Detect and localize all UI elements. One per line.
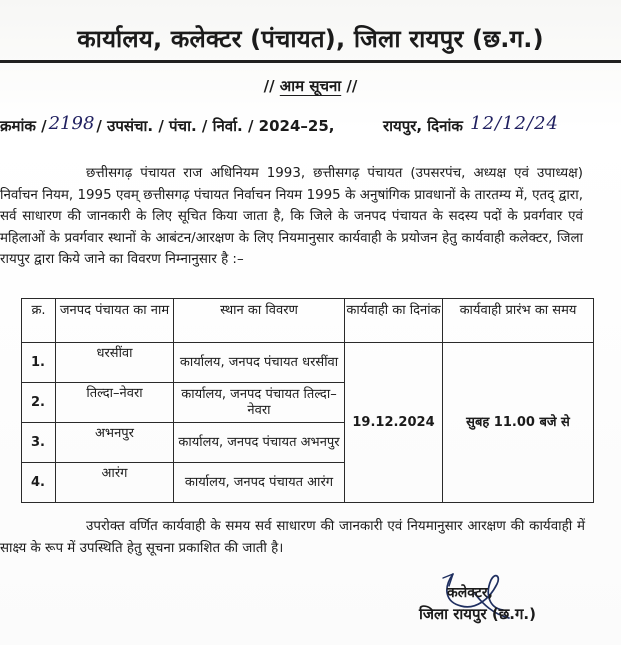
handwritten-reference-number: 2198 <box>48 113 95 134</box>
row-serial: 4. <box>22 463 56 503</box>
row-place: कार्यालय, जनपद पंचायत तिल्दा–नेवरा <box>174 383 345 423</box>
shared-time-cell: सुबह 11.00 बजे से <box>443 343 594 503</box>
notice-heading <box>0 76 621 96</box>
place-date-prefix: रायपुर, दिनांक <box>383 117 463 135</box>
header-divider <box>0 60 621 63</box>
reference-prefix: क्रमांक / <box>0 117 47 135</box>
row-serial: 2. <box>22 383 56 423</box>
header-date: कार्यवाही का दिनांक <box>345 299 443 343</box>
row-serial: 1. <box>22 343 56 383</box>
row-place: कार्यालय, जनपद पंचायत आरंग <box>174 463 345 503</box>
shared-date-cell: 19.12.2024 <box>345 343 443 503</box>
notice-heading-main: आम सूचना <box>279 77 342 95</box>
notice-heading-prefix: // <box>263 77 280 95</box>
signature-title: कलेक्टर, <box>447 585 493 601</box>
table-header-row <box>22 299 594 343</box>
reference-middle: / उपसंचा. / पंचा. / निर्वा. / 2024–25, <box>96 117 335 135</box>
header-serial: क्र. <box>22 299 56 343</box>
row-place: कार्यालय, जनपद पंचायत धरसींवा <box>174 343 345 383</box>
reference-number <box>0 115 334 136</box>
row-janpad: आरंग <box>56 463 174 503</box>
row-janpad: धरसींवा <box>56 343 174 383</box>
header-place: स्थान का विवरण <box>174 299 345 343</box>
row-serial: 3. <box>22 423 56 463</box>
signature-office: जिला रायपुर (छ.ग.) <box>419 605 536 623</box>
office-header-title: कार्यालय, कलेक्टर (पंचायत), जिला रायपुर (छ.ग.) <box>77 25 544 53</box>
notice-body-paragraph: छत्तीसगढ़ पंचायत राज अधिनियम 1993, छत्तीसगढ़ पंचायत (उपसरपंच, अध्यक्ष एवं उपाध्यक्ष) निर्वाचन नियम, 1995 एवम् छत्तीसगढ़ पंचायत निर्वाचन नियम 1995 के अनुषांगिक प्रावधानों के तारतम्य में, एतद् द्वारा, सर्व साधारण की जानकारी के लिए सूचित किया जाता है, कि जिले के जनपद पंचायत के सदस्य पदों के प्रवर्गवार एवं महिलाओं के प्रवर्गवार स्थानों के आबंटन/आरक्षण के लिए नियमानुसार कार्यवाही के प्रयोजन हेतु कार्यवाही कलेक्टर, जिला रायपुर द्वारा किये जाने का विवरण निम्नानुसार है :– <box>0 166 583 268</box>
header-time: कार्यवाही प्रारंभ का समय <box>443 299 594 343</box>
row-place: कार्यालय, जनपद पंचायत अभनपुर <box>174 423 345 463</box>
table-row <box>22 343 594 383</box>
header-janpad: जनपद पंचायत का नाम <box>56 299 174 343</box>
row-janpad: तिल्दा–नेवरा <box>56 383 174 423</box>
reference-line <box>0 115 621 137</box>
handwritten-date: 12/12/24 <box>470 113 559 134</box>
reference-date <box>383 115 561 136</box>
notice-heading-suffix: // <box>341 77 358 95</box>
schedule-table <box>21 298 594 503</box>
closing-paragraph: उपरोक्त वर्णित कार्यवाही के समय सर्व साधारण की जानकारी एवं नियमानुसार आरक्षण की कार्यवाही में साक्ष्य के रूप में उपस्थिति हेतु सूचना प्रकाशित की जाती है। <box>0 519 585 556</box>
row-janpad: अभनपुर <box>56 423 174 463</box>
